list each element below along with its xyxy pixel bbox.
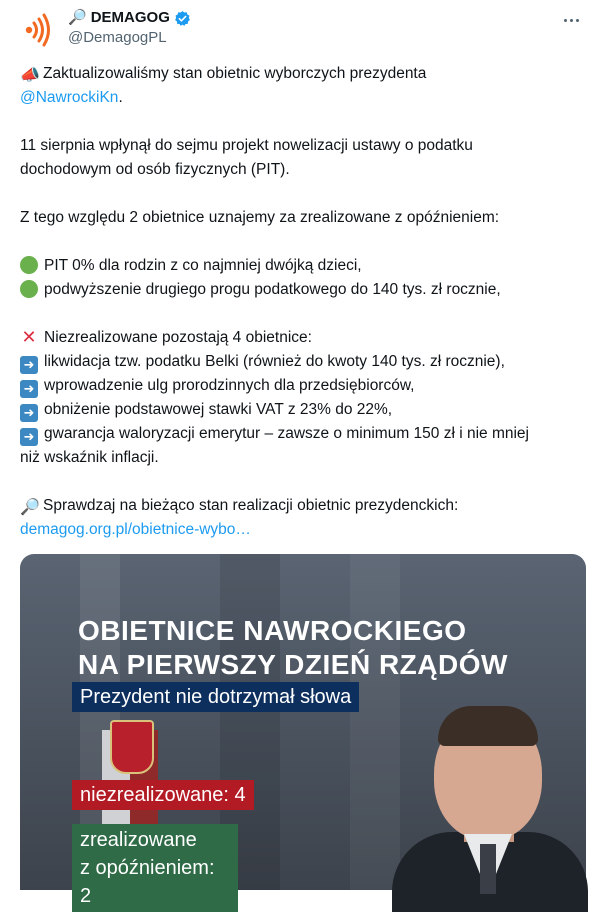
arrow-right-icon: ➜ [20,356,38,374]
arrow-right-icon: ➜ [20,380,38,398]
check-line: 🔎 Sprawdzaj na bieżąco stan realizacji obietnic prezydenckich: [20,497,459,516]
verified-badge-icon [174,10,191,27]
magnifier-icon: 🔎 [68,9,87,26]
paragraph-reason: Z tego względu 2 obietnice uznajemy za zrealizowane z opóźnieniem: [20,209,500,226]
not-done-badge: niezrealizowane: 4 [72,780,254,810]
list-item: ➜ likwidacja tzw. podatku Belki (również do kwoty 140 tys. zł rocznie), [20,350,580,374]
green-circle-icon [20,280,38,298]
tweet-image[interactable] [20,554,586,907]
list-item: ➜ obniżenie podstawowej stawki VAT z 23% do 22%, [20,398,580,422]
list-item: PIT 0% dla rodzin z co najmniej dwójką dzieci, [20,254,580,278]
external-link[interactable]: demagog.org.pl/obietnice-wybo… [20,521,251,538]
account-name[interactable]: DEMAGOG [90,9,170,26]
account-handle[interactable]: @DemagogPL [68,29,167,46]
arrow-right-icon: ➜ [20,428,38,446]
arrow-right-icon: ➜ [20,404,38,422]
more-options-icon[interactable] [561,10,581,30]
paragraph-pit: 11 sierpnia wpłynął do sejmu projekt nowelizacji ustawy o podatku dochodowym od osób fizycznych (PIT). [20,137,473,178]
president-photo [392,704,588,890]
emblem-icon [110,720,154,774]
red-cross-icon: ✕ [21,327,37,347]
list-item: podwyższenie drugiego progu podatkowego do 140 tys. zł rocznie, [20,278,580,302]
list-item: ➜ wprowadzenie ulg prorodzinnych dla przedsiębiorców, [20,374,580,398]
tweet-header [68,9,191,48]
list-item: ➜ gwarancja waloryzacji emerytur – zawsze o minimum 150 zł i nie mniej niż wskaźnik inflacji. [20,425,529,466]
image-title: OBIETNICE NAWROCKIEGO NA PIERWSZY DZIEŃ RZĄDÓW [78,615,508,680]
not-done-header: ✕ Niezrealizowane pozostają 4 obietnice: [21,327,312,347]
mention-link[interactable]: @NawrockiKn [20,89,119,106]
megaphone-icon: 📣 [20,67,40,84]
avatar[interactable] [16,8,60,52]
green-circle-icon [20,256,38,274]
account-name-row[interactable] [68,9,191,27]
image-subtitle: Prezydent nie dotrzymał słowa [72,682,359,712]
tweet-text [20,62,580,542]
intro-line: 📣 Zaktualizowaliśmy stan obietnic wyborczych prezydenta @NawrockiKn. [20,65,427,106]
demagog-logo-icon [21,13,55,47]
done-late-badge: zrealizowane z opóźnieniem: 2 [72,824,238,912]
magnifier-icon: 🔎 [20,499,40,516]
